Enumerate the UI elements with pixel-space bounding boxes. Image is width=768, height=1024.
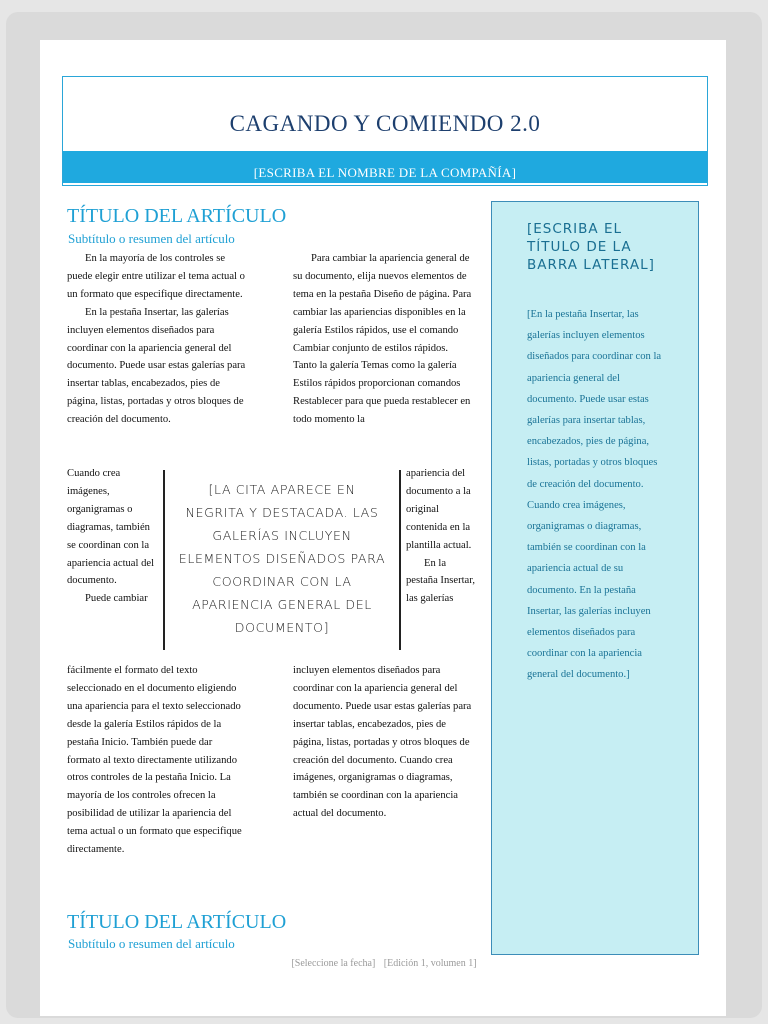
article-subtitle-2[interactable]: Subtítulo o resumen del artículo <box>68 936 235 951</box>
pull-quote-text[interactable]: [LA CITA APARECE EN NEGRITA Y DESTACADA. LAS GALERÍAS INCLUYEN ELEMENTOS DISEÑADOS PARA COORDINAR CON LA APARIENCIA GENERAL DEL DOCUMENTO] <box>178 482 386 635</box>
paragraph: incluyen elementos diseñados para coordinar con la apariencia general del documento. Puede usar estas galerías para insertar tablas, encabezados, pies de página, listas, portadas y otros bloques de creación del documento. Cuando crea imágenes, organigramas o diagramas, también se coordinan con la apariencia actual del documento. <box>293 665 472 820</box>
article-column-1-continued[interactable] <box>67 662 247 859</box>
paragraph: fácilmente el formato del texto seleccionado en el documento eligiendo una apariencia para el texto seleccionado desde la galería Estilos rápidos de la pestaña Inicio. También puede dar formato al texto directamente utilizando otros controles de la pestaña Inicio. La mayoría de los controles ofrecen la posibilidad de utilizar la apariencia del tema actual o un formato que especifique directamente. <box>67 665 242 856</box>
paragraph: Cuando crea imágenes, organigramas o diagramas, también se coordinan con la apariencia actual del documento. <box>67 468 155 587</box>
article-column-2-wrap[interactable] <box>406 465 476 608</box>
paragraph: En la pestaña Insertar, las galerías <box>406 557 475 605</box>
paragraph: Puede cambiar <box>85 593 148 605</box>
edition-field[interactable]: [Edición 1, volumen 1] <box>383 958 477 969</box>
article-title-1[interactable]: TÍTULO DEL ARTÍCULO <box>67 205 287 227</box>
sidebar-title[interactable]: [ESCRIBA EL TÍTULO DE LA BARRA LATERAL] <box>527 221 655 273</box>
paragraph: En la mayoría de los controles se puede elegir entre utilizar el tema actual o un formato que especifique directamente. <box>67 253 245 300</box>
masthead <box>62 76 708 186</box>
article-column-1-wrap[interactable] <box>67 465 155 608</box>
sidebar[interactable] <box>491 201 699 955</box>
article-subtitle-1[interactable]: Subtítulo o resumen del artículo <box>68 231 235 246</box>
article-column-2-continued[interactable] <box>293 662 473 823</box>
article-title-2[interactable]: TÍTULO DEL ARTÍCULO <box>67 911 287 933</box>
paragraph: En la pestaña Insertar, las galerías incluyen elementos diseñados para coordinar con la apariencia general del documento. Puede usar estas galerías para insertar tablas, encabezados, pies de página, listas, portadas y otros bloques de creación del documento. <box>67 306 246 426</box>
company-name-bar[interactable]: [ESCRIBA EL NOMBRE DE LA COMPAÑÍA] <box>63 151 707 183</box>
pull-quote-box[interactable] <box>163 470 401 650</box>
sidebar-body[interactable]: [En la pestaña Insertar, las galerías incluyen elementos diseñados para coordinar con la apariencia general del documento. Puede usar estas galerías para insertar tablas, encabezados, pies de página, listas, portadas y otros bloques de creación del documento. Cuando crea imágenes, organigramas o diagramas, también se coordinan con la apariencia actual de su documento. En la pestaña Insertar, las galerías incluyen elementos diseñados para coordinar con la apariencia general del documento.] <box>527 309 662 681</box>
date-field[interactable]: [Seleccione la fecha] <box>291 958 376 969</box>
paragraph: apariencia del documento a la original contenida en la plantilla actual. <box>406 468 472 551</box>
article-column-1[interactable] <box>67 250 247 429</box>
article-column-2[interactable] <box>293 250 473 429</box>
paragraph: Para cambiar la apariencia general de su documento, elija nuevos elementos de tema en la pestaña Diseño de página. Para cambiar las apariencias disponibles en la galería Estilos rápidos, use el comando Cambiar conjunto de estilos rápidos. Tanto la galería Temas como la galería Estilos rápidos proporcionan comandos Restablecer para que pueda restablecer en todo momento la <box>293 253 472 426</box>
footer <box>0 958 768 969</box>
newsletter-title[interactable]: CAGANDO Y COMIENDO 2.0 <box>229 111 541 136</box>
